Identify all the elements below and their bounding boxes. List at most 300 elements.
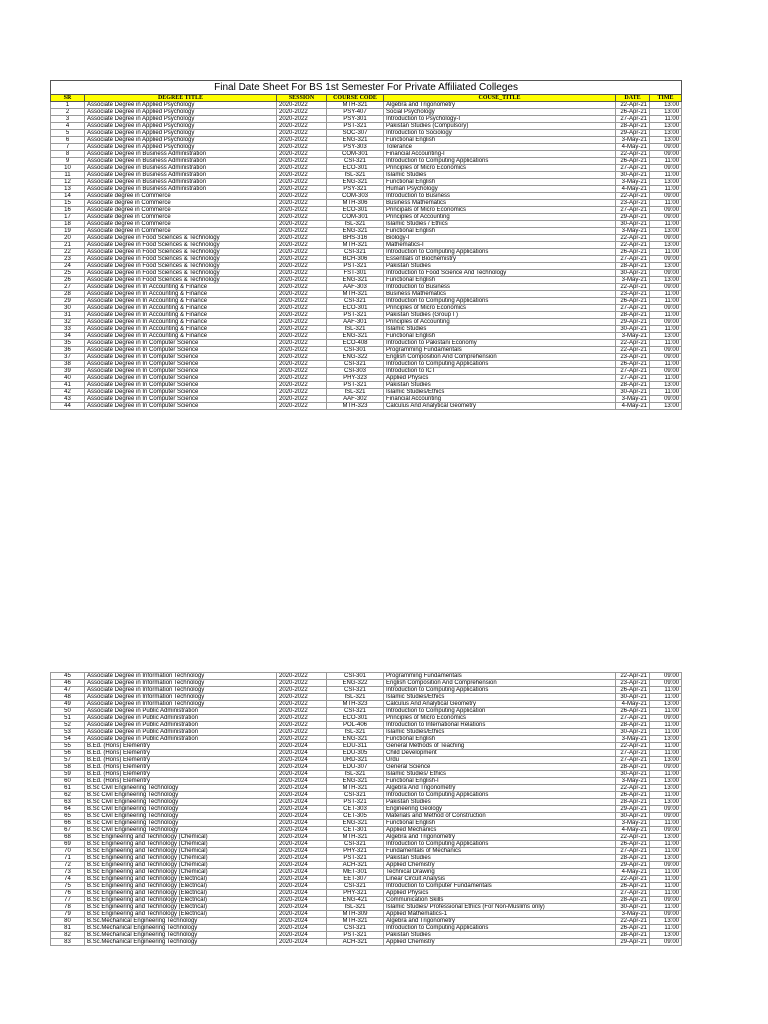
date-cell: 3-May-21 — [616, 820, 650, 827]
session-cell: 2020-2022 — [277, 340, 327, 347]
course-title-cell: Materials and Method of Construction — [384, 813, 616, 820]
date-cell: 30-Apr-21 — [616, 326, 650, 333]
table-row — [51, 130, 682, 137]
session-cell: 2020-2022 — [277, 375, 327, 382]
table-row — [51, 813, 682, 820]
date-sheet-table-1 — [50, 80, 682, 410]
time-cell: 13:00 — [650, 333, 682, 340]
session-cell: 2020-2022 — [277, 284, 327, 291]
session-cell: 2020-2024 — [277, 834, 327, 841]
time-cell: 11:00 — [650, 883, 682, 890]
time-cell: 09:00 — [650, 347, 682, 354]
time-cell: 13:00 — [650, 123, 682, 130]
degree-title-cell: Associate degree in Commerce — [85, 193, 277, 200]
table-row — [51, 277, 682, 284]
sr-cell: 76 — [51, 890, 85, 897]
degree-title-cell: Associate Degree in Applied Psychology — [85, 102, 277, 109]
course-title-cell: Introduction to Computing Applications — [384, 298, 616, 305]
degree-title-cell: B.Sc Civil Engineering Technology — [85, 820, 277, 827]
sr-cell: 20 — [51, 235, 85, 242]
sr-cell: 36 — [51, 347, 85, 354]
time-cell: 11:00 — [650, 158, 682, 165]
time-cell: 09:00 — [650, 673, 682, 680]
course-code-cell: MTH-309 — [327, 911, 384, 918]
session-cell: 2020-2024 — [277, 827, 327, 834]
sr-cell: 72 — [51, 862, 85, 869]
course-title-cell: Functional English — [384, 736, 616, 743]
course-code-cell: COM-301 — [327, 214, 384, 221]
table-row — [51, 291, 682, 298]
date-cell: 3-May-21 — [616, 228, 650, 235]
sheet-title: Final Date Sheet For BS 1st Semester For Private Affiliated Colleges — [51, 81, 682, 95]
sr-cell: 63 — [51, 799, 85, 806]
table-row — [51, 389, 682, 396]
time-cell: 09:00 — [650, 897, 682, 904]
course-code-cell: ISL-321 — [327, 771, 384, 778]
session-cell: 2020-2024 — [277, 918, 327, 925]
date-cell: 3-May-21 — [616, 333, 650, 340]
time-cell: 11:00 — [650, 876, 682, 883]
session-cell: 2020-2024 — [277, 932, 327, 939]
course-title-cell: Introduction to Computing Applications — [384, 687, 616, 694]
degree-title-cell: Associate Degree in In Computer Science — [85, 389, 277, 396]
course-code-cell: ENG-321 — [327, 137, 384, 144]
degree-title-cell: B.Sc Engineering and Technology (Chemical) — [85, 841, 277, 848]
course-code-cell: BCH-306 — [327, 256, 384, 263]
course-title-cell: Introduction to Computing Applications — [384, 841, 616, 848]
course-code-cell: ENG-421 — [327, 897, 384, 904]
session-cell: 2020-2022 — [277, 701, 327, 708]
course-title-cell: Algebra and Trigonometry — [384, 918, 616, 925]
session-cell: 2020-2022 — [277, 715, 327, 722]
date-cell: 28-Apr-21 — [616, 382, 650, 389]
degree-title-cell: Associate Degree in Information Technology — [85, 673, 277, 680]
session-cell: 2020-2022 — [277, 200, 327, 207]
date-cell: 27-Apr-21 — [616, 305, 650, 312]
degree-title-cell: Associate Degree in In Accounting & Finance — [85, 326, 277, 333]
degree-title-cell: B.Ed. (Hons) Elementry — [85, 743, 277, 750]
sr-cell: 83 — [51, 939, 85, 946]
course-title-cell: Principles of Accounting — [384, 319, 616, 326]
date-cell: 29-Apr-21 — [616, 130, 650, 137]
time-cell: 13:00 — [650, 834, 682, 841]
course-title-cell: Introduction to International Relations — [384, 722, 616, 729]
course-code-cell: ENG-321 — [327, 333, 384, 340]
table-row — [51, 263, 682, 270]
session-cell: 2020-2024 — [277, 841, 327, 848]
degree-title-cell: Associate degree in Commerce — [85, 221, 277, 228]
degree-title-cell: Associate Degree in Applied Psychology — [85, 109, 277, 116]
time-cell: 11:00 — [650, 291, 682, 298]
time-cell: 11:00 — [650, 186, 682, 193]
degree-title-cell: Associate degree in Commerce — [85, 214, 277, 221]
course-code-cell: SOC-307 — [327, 130, 384, 137]
degree-title-cell: B.Sc Engineering and Technology (Electrical) — [85, 911, 277, 918]
sr-cell: 64 — [51, 806, 85, 813]
course-title-cell: Functional English-I — [384, 778, 616, 785]
course-title-cell: Introduction to Business — [384, 193, 616, 200]
time-cell: 11:00 — [650, 389, 682, 396]
table-row — [51, 396, 682, 403]
course-title-cell: Technical Drawing — [384, 869, 616, 876]
course-code-cell: CSI-321 — [327, 708, 384, 715]
degree-title-cell: B.Ed. (Hons) Elementry — [85, 750, 277, 757]
table-row — [51, 904, 682, 911]
course-code-cell: ISL-321 — [327, 729, 384, 736]
sr-cell: 38 — [51, 361, 85, 368]
time-cell: 11:00 — [650, 890, 682, 897]
sr-cell: 60 — [51, 778, 85, 785]
course-code-cell: CSI-321 — [327, 841, 384, 848]
sr-cell: 55 — [51, 743, 85, 750]
time-cell: 11:00 — [650, 340, 682, 347]
session-cell: 2020-2022 — [277, 263, 327, 270]
course-title-cell: Introduction to Computing Application — [384, 708, 616, 715]
session-cell: 2020-2022 — [277, 354, 327, 361]
table-row — [51, 333, 682, 340]
session-cell: 2020-2022 — [277, 729, 327, 736]
degree-title-cell: B.Sc Engineering and Technology (Electrical) — [85, 904, 277, 911]
degree-title-cell: B.Sc Engineering and Technology (Electrical) — [85, 890, 277, 897]
table-row — [51, 326, 682, 333]
course-title-cell: Islamic Studies/ Professional Ethics (For Non-Muslims only) — [384, 904, 616, 911]
course-code-cell: MTH-321 — [327, 918, 384, 925]
session-cell: 2020-2022 — [277, 277, 327, 284]
course-code-cell: POL-406 — [327, 722, 384, 729]
degree-title-cell: B.Sc Civil Engineering Technology — [85, 813, 277, 820]
sr-cell: 44 — [51, 403, 85, 410]
course-code-cell: PSY-303 — [327, 144, 384, 151]
sr-cell: 79 — [51, 911, 85, 918]
sr-cell: 40 — [51, 375, 85, 382]
session-cell: 2020-2022 — [277, 102, 327, 109]
course-title-cell: Applied Chemistry — [384, 862, 616, 869]
sr-cell: 9 — [51, 158, 85, 165]
table-row — [51, 890, 682, 897]
table-row — [51, 715, 682, 722]
date-cell: 4-May-21 — [616, 403, 650, 410]
time-cell: 09:00 — [650, 214, 682, 221]
table-row — [51, 102, 682, 109]
session-cell: 2020-2022 — [277, 305, 327, 312]
course-title-cell: Introduction to Computer Fundamentals — [384, 883, 616, 890]
table-row — [51, 228, 682, 235]
session-cell: 2020-2024 — [277, 764, 327, 771]
course-title-cell: Essentials of Biochemistry — [384, 256, 616, 263]
time-cell: 11:00 — [650, 116, 682, 123]
session-cell: 2020-2022 — [277, 396, 327, 403]
sr-cell: 73 — [51, 869, 85, 876]
session-cell: 2020-2024 — [277, 806, 327, 813]
time-cell: 13:00 — [650, 403, 682, 410]
date-cell: 27-Apr-21 — [616, 165, 650, 172]
course-title-cell: Introduction to Computing Applications — [384, 158, 616, 165]
table-row — [51, 193, 682, 200]
table-row — [51, 841, 682, 848]
table-row — [51, 186, 682, 193]
time-cell: 13:00 — [650, 855, 682, 862]
session-cell: 2020-2022 — [277, 123, 327, 130]
session-cell: 2020-2024 — [277, 925, 327, 932]
session-cell: 2020-2022 — [277, 186, 327, 193]
table-row — [51, 750, 682, 757]
date-cell: 3-May-21 — [616, 911, 650, 918]
degree-title-cell: Associate Degree in Public Administration — [85, 708, 277, 715]
sr-cell: 30 — [51, 305, 85, 312]
degree-title-cell: Associate Degree in Food Sciences & Technology — [85, 277, 277, 284]
date-cell: 27-Apr-21 — [616, 715, 650, 722]
sr-cell: 7 — [51, 144, 85, 151]
degree-title-cell: B.Sc Civil Engineering Technology — [85, 799, 277, 806]
date-cell: 30-Apr-21 — [616, 270, 650, 277]
date-cell: 27-Apr-21 — [616, 757, 650, 764]
sr-cell: 41 — [51, 382, 85, 389]
session-cell: 2020-2024 — [277, 771, 327, 778]
course-title-cell: Introduction to Computing Applications — [384, 249, 616, 256]
session-cell: 2020-2022 — [277, 242, 327, 249]
degree-title-cell: B.Sc.Mechanical Engineering Technology — [85, 939, 277, 946]
degree-title-cell: Associate Degree in Applied Psychology — [85, 137, 277, 144]
table-row — [51, 792, 682, 799]
degree-title-cell: B.Sc Engineering and Technology (Chemical) — [85, 834, 277, 841]
session-cell: 2020-2022 — [277, 673, 327, 680]
degree-title-cell: Associate Degree in In Computer Science — [85, 347, 277, 354]
date-cell: 28-Apr-21 — [616, 897, 650, 904]
time-cell: 13:00 — [650, 102, 682, 109]
course-code-cell: ENG-321 — [327, 736, 384, 743]
degree-title-cell: B.Sc.Mechanical Engineering Technology — [85, 932, 277, 939]
course-code-cell: ENG-321 — [327, 179, 384, 186]
time-cell: 11:00 — [650, 820, 682, 827]
time-cell: 11:00 — [650, 312, 682, 319]
session-cell: 2020-2022 — [277, 368, 327, 375]
sr-cell: 16 — [51, 207, 85, 214]
session-cell: 2020-2024 — [277, 904, 327, 911]
session-cell: 2020-2022 — [277, 333, 327, 340]
time-cell: 09:00 — [650, 193, 682, 200]
table-body-2 — [51, 673, 682, 946]
course-code-cell: PST-321 — [327, 263, 384, 270]
table-row — [51, 284, 682, 291]
date-sheet-page-2 — [50, 672, 681, 946]
time-cell: 13:00 — [650, 785, 682, 792]
course-title-cell: Introduction to Computing Applications — [384, 792, 616, 799]
date-cell: 27-Apr-21 — [616, 256, 650, 263]
degree-title-cell: B.Sc Engineering and Technology (Electrical) — [85, 897, 277, 904]
sr-cell: 3 — [51, 116, 85, 123]
time-cell: 09:00 — [650, 151, 682, 158]
session-cell: 2020-2024 — [277, 939, 327, 946]
course-code-cell: CSI-321 — [327, 925, 384, 932]
course-title-cell: Child Development — [384, 750, 616, 757]
session-cell: 2020-2022 — [277, 319, 327, 326]
date-cell: 29-Apr-21 — [616, 862, 650, 869]
course-code-cell: AAF-301 — [327, 319, 384, 326]
course-title-cell: Principles of Micro Economics — [384, 305, 616, 312]
sr-cell: 23 — [51, 256, 85, 263]
degree-title-cell: Associate Degree in In Accounting & Finance — [85, 284, 277, 291]
sr-cell: 39 — [51, 368, 85, 375]
table-row — [51, 319, 682, 326]
table-row — [51, 382, 682, 389]
time-cell: 13:00 — [650, 130, 682, 137]
degree-title-cell: Associate Degree in In Computer Science — [85, 403, 277, 410]
time-cell: 09:00 — [650, 319, 682, 326]
course-code-cell: CSI-301 — [327, 673, 384, 680]
date-cell: 30-Apr-21 — [616, 771, 650, 778]
course-code-cell: ECO-301 — [327, 165, 384, 172]
course-code-cell: ECO-301 — [327, 207, 384, 214]
table-row — [51, 312, 682, 319]
time-cell: 13:00 — [650, 932, 682, 939]
session-cell: 2020-2022 — [277, 144, 327, 151]
table-row — [51, 298, 682, 305]
course-code-cell: ENG-322 — [327, 680, 384, 687]
course-code-cell: ECO-301 — [327, 305, 384, 312]
course-title-cell: Islamic Studies/ Ethics — [384, 771, 616, 778]
course-title-cell: Business Mathematics — [384, 200, 616, 207]
time-cell: 09:00 — [650, 764, 682, 771]
course-title-cell: Communication Skills — [384, 897, 616, 904]
table-row — [51, 221, 682, 228]
course-title-cell: Applied Mathematics-1 — [384, 911, 616, 918]
time-cell: 13:00 — [650, 179, 682, 186]
date-cell: 22-Apr-21 — [616, 785, 650, 792]
course-code-cell: CET-305 — [327, 813, 384, 820]
time-cell: 13:00 — [650, 277, 682, 284]
time-cell: 11:00 — [650, 249, 682, 256]
date-cell: 23-Apr-21 — [616, 200, 650, 207]
degree-title-cell: B.Ed. (Hons) Elementry — [85, 771, 277, 778]
table-row — [51, 708, 682, 715]
course-title-cell: Applied Mechanics — [384, 827, 616, 834]
course-code-cell: MTH-321 — [327, 291, 384, 298]
session-cell: 2020-2024 — [277, 897, 327, 904]
session-cell: 2020-2022 — [277, 347, 327, 354]
sr-cell: 5 — [51, 130, 85, 137]
date-cell: 27-Apr-21 — [616, 116, 650, 123]
time-cell: 11:00 — [650, 722, 682, 729]
sr-cell: 8 — [51, 151, 85, 158]
session-cell: 2020-2022 — [277, 722, 327, 729]
time-cell: 11:00 — [650, 729, 682, 736]
sr-cell: 22 — [51, 249, 85, 256]
course-title-cell: Algebra and Trigonometry — [384, 102, 616, 109]
degree-title-cell: Associate Degree in In Accounting & Finance — [85, 298, 277, 305]
course-title-cell: General Science — [384, 764, 616, 771]
session-cell: 2020-2024 — [277, 869, 327, 876]
sr-cell: 45 — [51, 673, 85, 680]
session-cell: 2020-2024 — [277, 890, 327, 897]
sr-cell: 28 — [51, 291, 85, 298]
session-cell: 2020-2022 — [277, 116, 327, 123]
course-title-cell: Principles of Micro Economics — [384, 715, 616, 722]
table-row — [51, 694, 682, 701]
table-row — [51, 827, 682, 834]
course-code-cell: ISL-321 — [327, 221, 384, 228]
degree-title-cell: Associate Degree in In Accounting & Finance — [85, 312, 277, 319]
table-row — [51, 354, 682, 361]
session-cell: 2020-2022 — [277, 235, 327, 242]
session-cell: 2020-2022 — [277, 207, 327, 214]
sr-cell: 66 — [51, 820, 85, 827]
sr-cell: 51 — [51, 715, 85, 722]
date-cell: 28-Apr-21 — [616, 764, 650, 771]
course-code-cell: MTH-321 — [327, 242, 384, 249]
sr-cell: 34 — [51, 333, 85, 340]
course-code-cell: ACH-321 — [327, 939, 384, 946]
table-row — [51, 911, 682, 918]
table-row — [51, 242, 682, 249]
course-title-cell: Applied Physics — [384, 375, 616, 382]
session-cell: 2020-2022 — [277, 326, 327, 333]
sr-cell: 32 — [51, 319, 85, 326]
time-cell: 13:00 — [650, 242, 682, 249]
time-cell: 09:00 — [650, 827, 682, 834]
sr-cell: 35 — [51, 340, 85, 347]
date-cell: 4-May-21 — [616, 144, 650, 151]
time-cell: 09:00 — [650, 284, 682, 291]
header-course-code: COURSE CODE — [327, 95, 384, 102]
date-cell: 27-Apr-21 — [616, 368, 650, 375]
degree-title-cell: B.Sc Civil Engineering Technology — [85, 806, 277, 813]
degree-title-cell: Associate Degree in Applied Psychology — [85, 144, 277, 151]
sr-cell: 4 — [51, 123, 85, 130]
session-cell: 2020-2022 — [277, 291, 327, 298]
session-cell: 2020-2024 — [277, 855, 327, 862]
time-cell: 11:00 — [650, 904, 682, 911]
course-title-cell: Pakistan Studies — [384, 263, 616, 270]
sr-cell: 15 — [51, 200, 85, 207]
date-cell: 22-Apr-21 — [616, 193, 650, 200]
session-cell: 2020-2024 — [277, 820, 327, 827]
course-code-cell: ENG-321 — [327, 778, 384, 785]
date-cell: 26-Apr-21 — [616, 249, 650, 256]
table-row — [51, 123, 682, 130]
time-cell: 09:00 — [650, 680, 682, 687]
table-row — [51, 806, 682, 813]
course-title-cell: Islamic Studies / Ethics — [384, 221, 616, 228]
sr-cell: 68 — [51, 834, 85, 841]
course-code-cell: EDU-305 — [327, 750, 384, 757]
time-cell: 11:00 — [650, 172, 682, 179]
sr-cell: 31 — [51, 312, 85, 319]
course-code-cell: PST-321 — [327, 799, 384, 806]
degree-title-cell: B.Sc Engineering and Technology (Chemical) — [85, 855, 277, 862]
session-cell: 2020-2022 — [277, 270, 327, 277]
table-row — [51, 764, 682, 771]
session-cell: 2020-2022 — [277, 228, 327, 235]
degree-title-cell: Associate Degree in Applied Psychology — [85, 130, 277, 137]
course-code-cell: CSI-321 — [327, 687, 384, 694]
time-cell: 09:00 — [650, 270, 682, 277]
course-title-cell: English Composition And Comprehension — [384, 354, 616, 361]
degree-title-cell: Associate Degree in In Accounting & Finance — [85, 305, 277, 312]
session-cell: 2020-2024 — [277, 848, 327, 855]
sr-cell: 48 — [51, 694, 85, 701]
sr-cell: 69 — [51, 841, 85, 848]
time-cell: 13:00 — [650, 918, 682, 925]
course-code-cell: ENG-321 — [327, 277, 384, 284]
table-row — [51, 757, 682, 764]
table-row — [51, 214, 682, 221]
course-code-cell: MTH-323 — [327, 701, 384, 708]
course-title-cell: Social Psychology — [384, 109, 616, 116]
sr-cell: 17 — [51, 214, 85, 221]
degree-title-cell: Associate Degree in Food Sciences & Technology — [85, 235, 277, 242]
sr-cell: 14 — [51, 193, 85, 200]
course-code-cell: ISL-321 — [327, 694, 384, 701]
